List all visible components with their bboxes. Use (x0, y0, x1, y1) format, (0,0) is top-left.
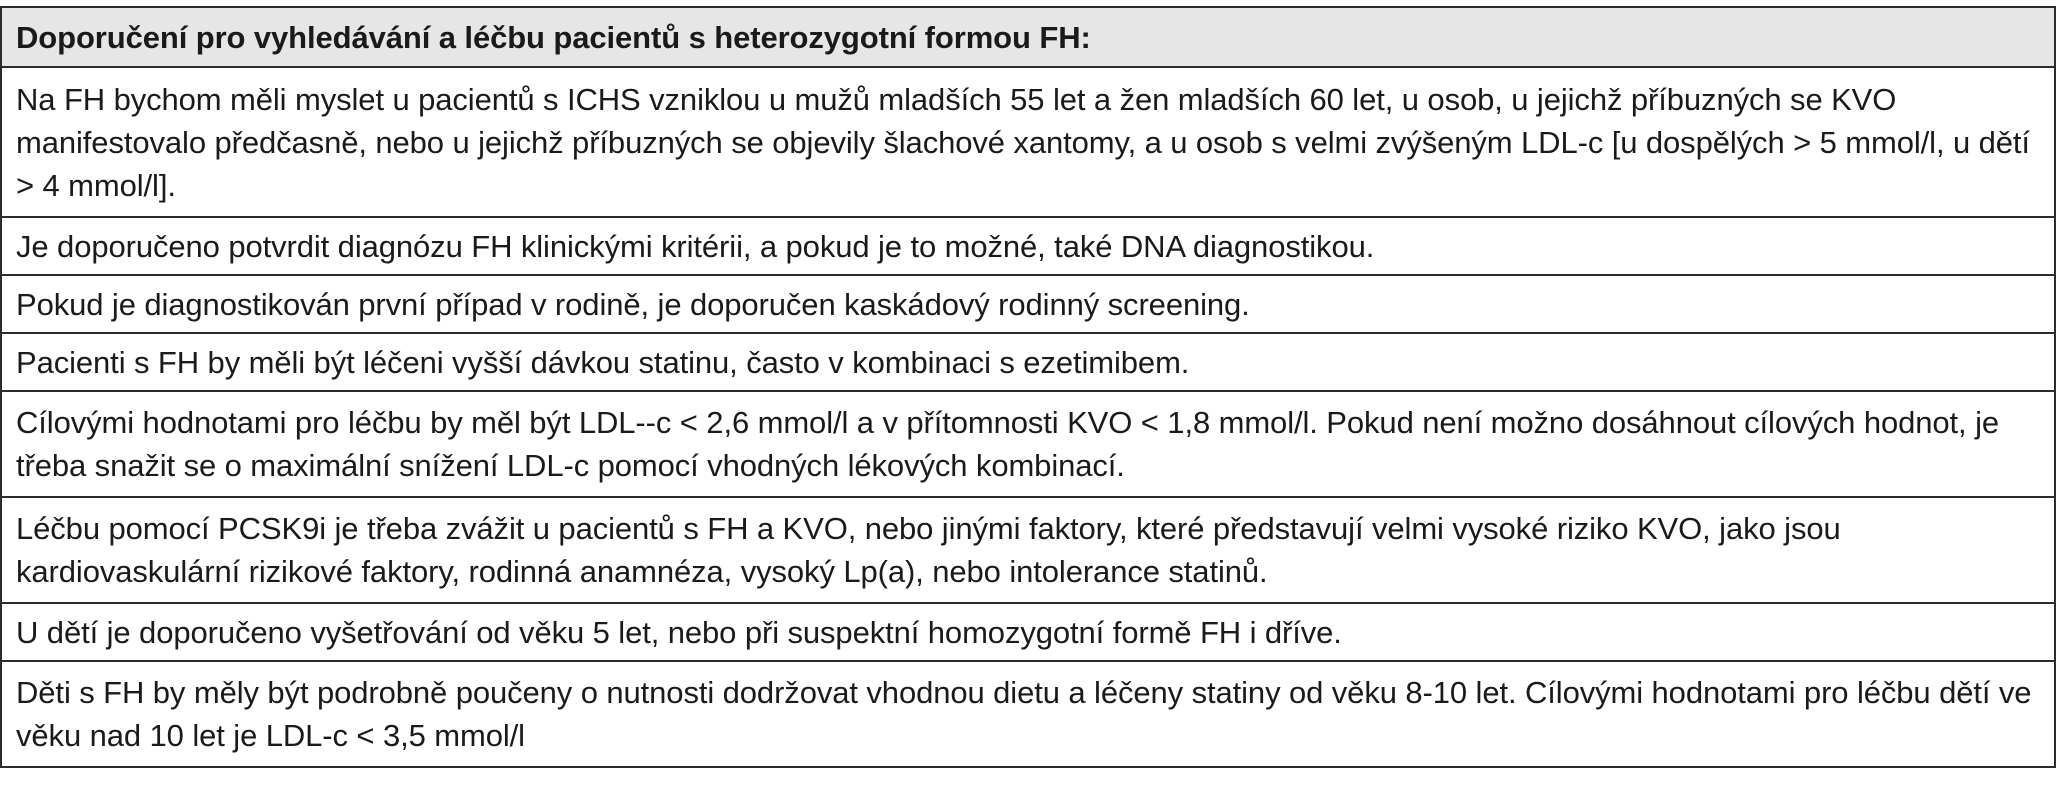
recommendation-cell: Je doporučeno potvrdit diagnózu FH klinickými kritérii, a pokud je to možné, také DNA diagnostikou. (1, 217, 2055, 275)
table-row (1, 333, 2055, 391)
recommendation-cell: Děti s FH by měly být podrobně poučeny o nutnosti dodržovat vhodnou dietu a léčeny statiny od věku 8-10 let. Cílovými hodnotami pro léčbu dětí ve věku nad 10 let je LDL-c < 3,5 mmol/l (1, 661, 2055, 767)
recommendation-cell: Léčbu pomocí PCSK9i je třeba zvážit u pacientů s FH a KVO, nebo jinými faktory, které představují velmi vysoké riziko KVO, jako jsou kardiovaskulární rizikové faktory, rodinná anamnéza, vysoký Lp(a), nebo intolerance statinů. (1, 497, 2055, 603)
table-row (1, 497, 2055, 603)
table-row (1, 391, 2055, 497)
table-row (1, 661, 2055, 767)
recommendation-cell: Pokud je diagnostikován první případ v rodině, je doporučen kaskádový rodinný screening. (1, 275, 2055, 333)
recommendation-cell: Na FH bychom měli myslet u pacientů s ICHS vzniklou u mužů mladších 55 let a žen mladších 60 let, u osob, u jejichž příbuzných se KVO manifestovalo předčasně, nebo u jejichž příbuzných se objevily šlachové xantomy, a u osob s velmi zvýšeným LDL-c [u dospělých > 5 mmol/l, u dětí > 4 mmol/l]. (1, 67, 2055, 217)
table-row (1, 217, 2055, 275)
table-header-row (1, 7, 2055, 67)
table-header: Doporučení pro vyhledávání a léčbu pacientů s heterozygotní formou FH: (1, 7, 2055, 67)
table-row (1, 67, 2055, 217)
recommendations-table (0, 6, 2056, 768)
recommendation-cell: Pacienti s FH by měli být léčeni vyšší dávkou statinu, často v kombinaci s ezetimibem. (1, 333, 2055, 391)
table-row (1, 275, 2055, 333)
recommendation-cell: Cílovými hodnotami pro léčbu by měl být LDL--c < 2,6 mmol/l a v přítomnosti KVO < 1,8 mmol/l. Pokud není možno dosáhnout cílových hodnot, je třeba snažit se o maximální snížení LDL-c pomocí vhodných lékových kombinací. (1, 391, 2055, 497)
table-row (1, 603, 2055, 661)
recommendation-cell: U dětí je doporučeno vyšetřování od věku 5 let, nebo při suspektní homozygotní formě FH i dříve. (1, 603, 2055, 661)
